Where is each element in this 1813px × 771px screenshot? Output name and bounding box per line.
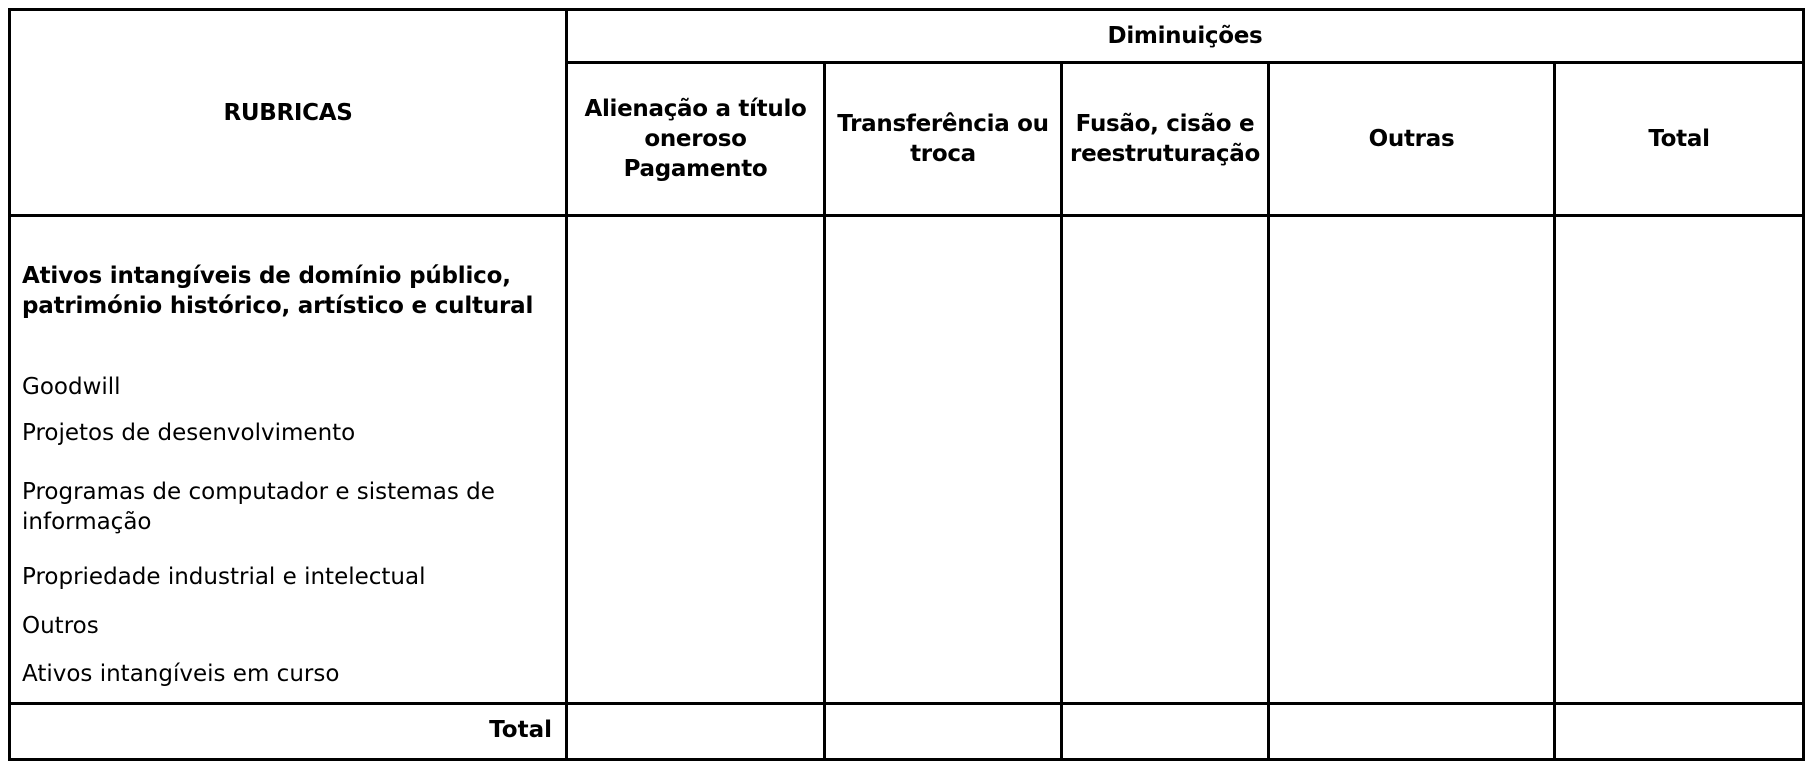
table-border-bottom <box>8 758 1805 761</box>
row-label-ativos-dominio-publico-line-1: Ativos intangíveis de domínio público, <box>22 263 511 289</box>
rubricas-header <box>11 11 565 214</box>
column-header-alienacao <box>568 64 823 214</box>
column-header-fusao-line-2: reestruturação <box>1070 141 1260 167</box>
row-label-projetos-text: Projetos de desenvolvimento <box>22 420 356 446</box>
data-cells-total <box>568 705 1802 758</box>
row-label-goodwill <box>22 372 121 402</box>
row-label-outros <box>22 611 99 641</box>
total-row-label <box>11 715 552 745</box>
row-label-outros-text: Outros <box>22 613 99 639</box>
column-header-outras <box>1270 64 1553 214</box>
row-label-propriedade <box>22 562 426 592</box>
row-label-propriedade-text: Propriedade industrial e intelectual <box>22 564 426 590</box>
total-row-label-text: Total <box>489 717 552 743</box>
row-label-programas-line-1: Programas de computador e sistemas de <box>22 479 495 505</box>
row-label-programas <box>22 477 495 537</box>
column-header-outras-text: Outras <box>1368 126 1455 152</box>
diminuicoes-group-header <box>568 11 1802 61</box>
diminuicoes-header-text: Diminuições <box>1107 23 1263 49</box>
data-cells-body <box>568 217 1802 702</box>
row-label-ativos-em-curso <box>22 659 339 689</box>
column-header-total-text: Total <box>1648 126 1710 152</box>
column-header-transferencia-line-2: troca <box>910 141 976 167</box>
column-header-alienacao-line-3: Pagamento <box>623 156 768 182</box>
row-label-goodwill-text: Goodwill <box>22 374 121 400</box>
column-header-total <box>1556 64 1802 214</box>
column-header-alienacao-line-1: Alienação a título <box>584 96 807 122</box>
column-header-transferencia-line-1: Transferência ou <box>837 111 1049 137</box>
row-label-projetos <box>22 418 355 448</box>
rubricas-header-text: RUBRICAS <box>223 99 353 126</box>
column-header-transferencia <box>826 64 1060 214</box>
column-header-fusao <box>1063 64 1267 214</box>
row-label-ativos-dominio-publico-line-2: património histórico, artístico e cultural <box>22 293 534 319</box>
row-label-programas-line-2: informação <box>22 509 152 535</box>
column-header-fusao-line-1: Fusão, cisão e <box>1075 111 1255 137</box>
table-border-right <box>1802 8 1805 761</box>
column-header-alienacao-line-2: oneroso <box>644 126 747 152</box>
row-label-ativos-em-curso-text: Ativos intangíveis em curso <box>22 661 340 687</box>
row-label-ativos-dominio-publico <box>22 261 533 321</box>
